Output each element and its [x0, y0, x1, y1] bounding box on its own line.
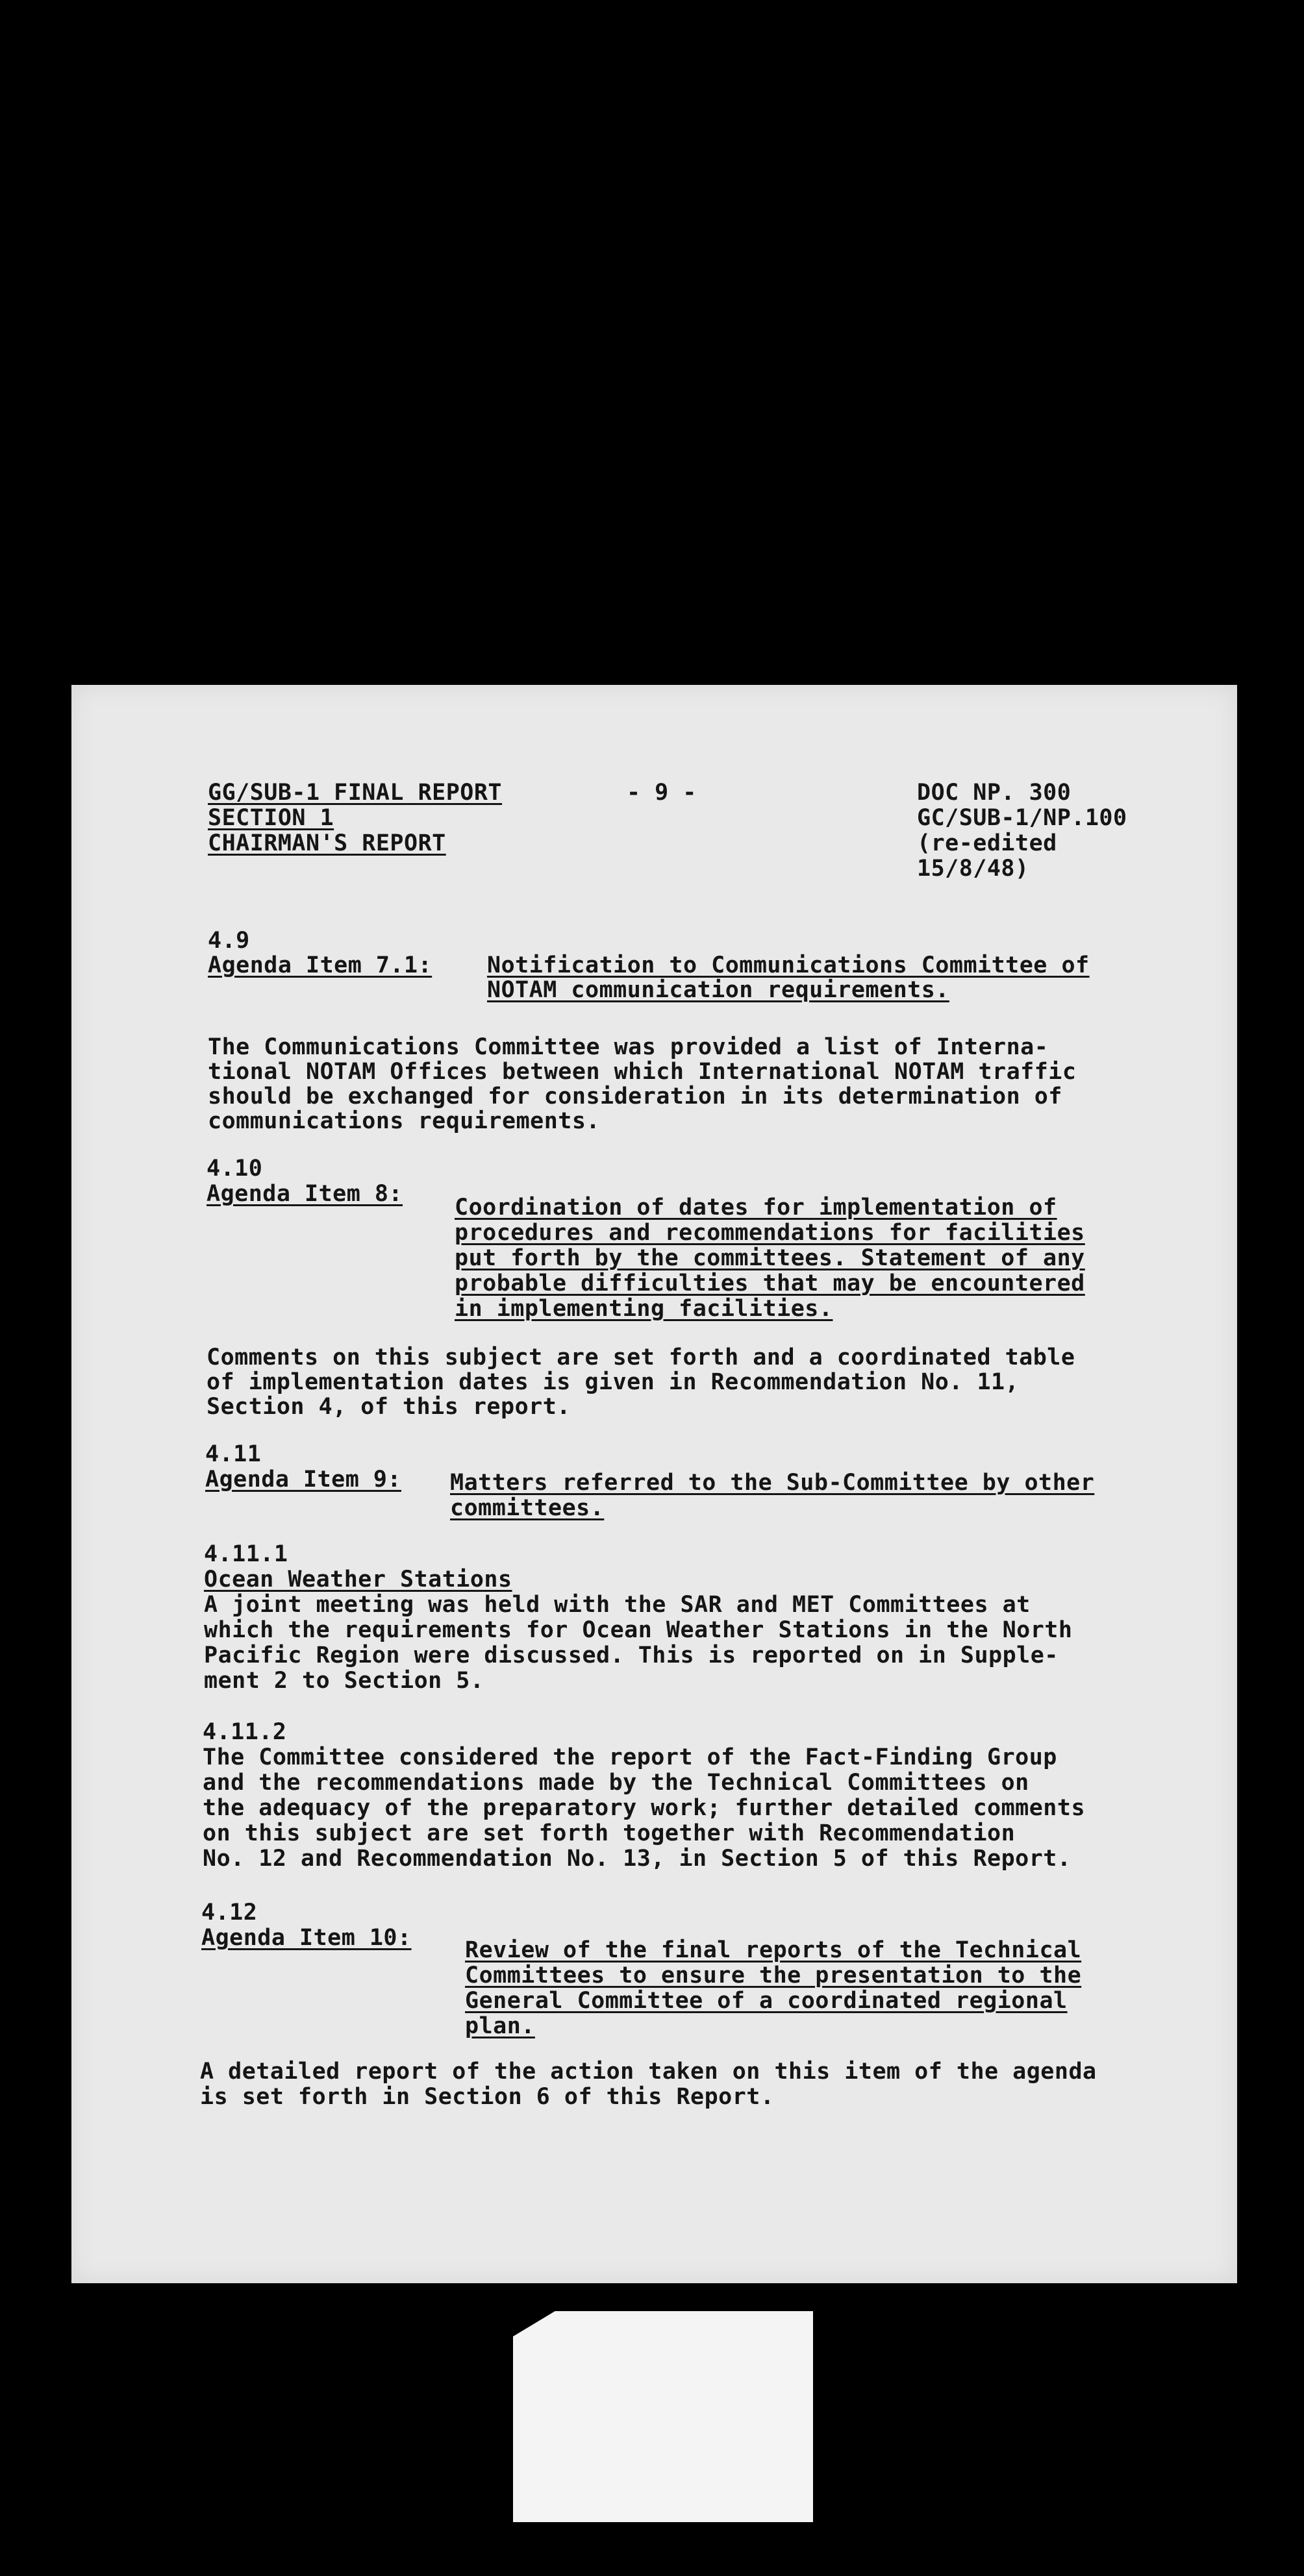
section-label: SECTION 1 [208, 805, 334, 831]
paragraph-line: of implementation dates is given in Recommendation No. 11, [207, 1369, 1020, 1395]
paragraph-line: is set forth in Section 6 of this Report. [200, 2084, 775, 2110]
agenda-item-title: Review of the final reports of the Technical [465, 1937, 1082, 1963]
section-number: 4.9 [208, 928, 250, 954]
paragraph-line: should be exchanged for consideration in its determination of [208, 1084, 1062, 1109]
agenda-item-title: procedures and recommendations for facilities [455, 1220, 1085, 1246]
re-edited-note: (re-edited [917, 830, 1057, 856]
doc-reference: GC/SUB-1/NP.100 [917, 805, 1127, 831]
agenda-item-label: Agenda Item 7.1: [208, 952, 433, 978]
section-number: 4.11.1 [204, 1541, 288, 1567]
agenda-item-title: NOTAM communication requirements. [487, 977, 949, 1003]
paragraph-line: Comments on this subject are set forth and a coordinated table [207, 1344, 1075, 1370]
section-number: 4.11.2 [203, 1719, 287, 1745]
paragraph-line: tional NOTAM Offices between which International NOTAM traffic [208, 1059, 1077, 1085]
subsection-heading: Ocean Weather Stations [204, 1567, 512, 1592]
paragraph-line: on this subject are set forth together with Recommendation [203, 1820, 1016, 1846]
agenda-item-title: Committees to ensure the presentation to the [465, 1963, 1082, 1988]
paragraph-line: No. 12 and Recommendation No. 13, in Section 5 of this Report. [203, 1846, 1072, 1872]
paragraph-line: A detailed report of the action taken on this item of the agenda [200, 2059, 1097, 2085]
paragraph-line: which the requirements for Ocean Weather Stations in the North [204, 1617, 1073, 1643]
agenda-item-label: Agenda Item 10: [201, 1925, 412, 1951]
chairman-report-label: CHAIRMAN'S REPORT [208, 830, 446, 856]
agenda-item-label: Agenda Item 8: [207, 1181, 403, 1207]
paragraph-line: communications requirements. [208, 1108, 601, 1134]
agenda-item-title: put forth by the committees. Statement of any [455, 1245, 1085, 1271]
doc-number: DOC NP. 300 [917, 780, 1072, 806]
index-card [513, 2311, 813, 2522]
paragraph-line: ment 2 to Section 5. [204, 1668, 484, 1694]
agenda-item-label: Agenda Item 9: [205, 1467, 402, 1492]
agenda-item-title: Coordination of dates for implementation of [455, 1195, 1057, 1220]
re-edited-date: 15/8/48) [917, 856, 1029, 882]
page-number: - 9 - [627, 780, 697, 806]
agenda-item-title: probable difficulties that may be encountered [455, 1270, 1085, 1296]
section-number: 4.10 [207, 1156, 263, 1182]
paragraph-line: Section 4, of this report. [207, 1394, 571, 1420]
agenda-item-title: committees. [450, 1495, 605, 1521]
paragraph-line: the adequacy of the preparatory work; further detailed comments [203, 1795, 1086, 1821]
agenda-item-title: in implementing facilities. [455, 1296, 833, 1322]
paragraph-line: A joint meeting was held with the SAR and MET Committees at [204, 1592, 1031, 1618]
agenda-item-title: General Committee of a coordinated regional [465, 1988, 1068, 2014]
agenda-item-title: plan. [465, 2013, 535, 2039]
section-number: 4.11 [205, 1441, 262, 1467]
document-page [71, 685, 1237, 2283]
report-title: GG/SUB-1 FINAL REPORT [208, 780, 503, 806]
section-number: 4.12 [201, 1900, 258, 1926]
paragraph-line: and the recommendations made by the Technical Committees on [203, 1770, 1029, 1796]
paragraph-line: Pacific Region were discussed. This is reported on in Supple- [204, 1642, 1059, 1668]
agenda-item-title: Matters referred to the Sub-Committee by other [450, 1470, 1095, 1496]
paragraph-line: The Communications Committee was provided a list of Interna- [208, 1034, 1049, 1060]
agenda-item-title: Notification to Communications Committee of [487, 952, 1090, 978]
paragraph-line: The Committee considered the report of the Fact-Finding Group [203, 1744, 1057, 1770]
